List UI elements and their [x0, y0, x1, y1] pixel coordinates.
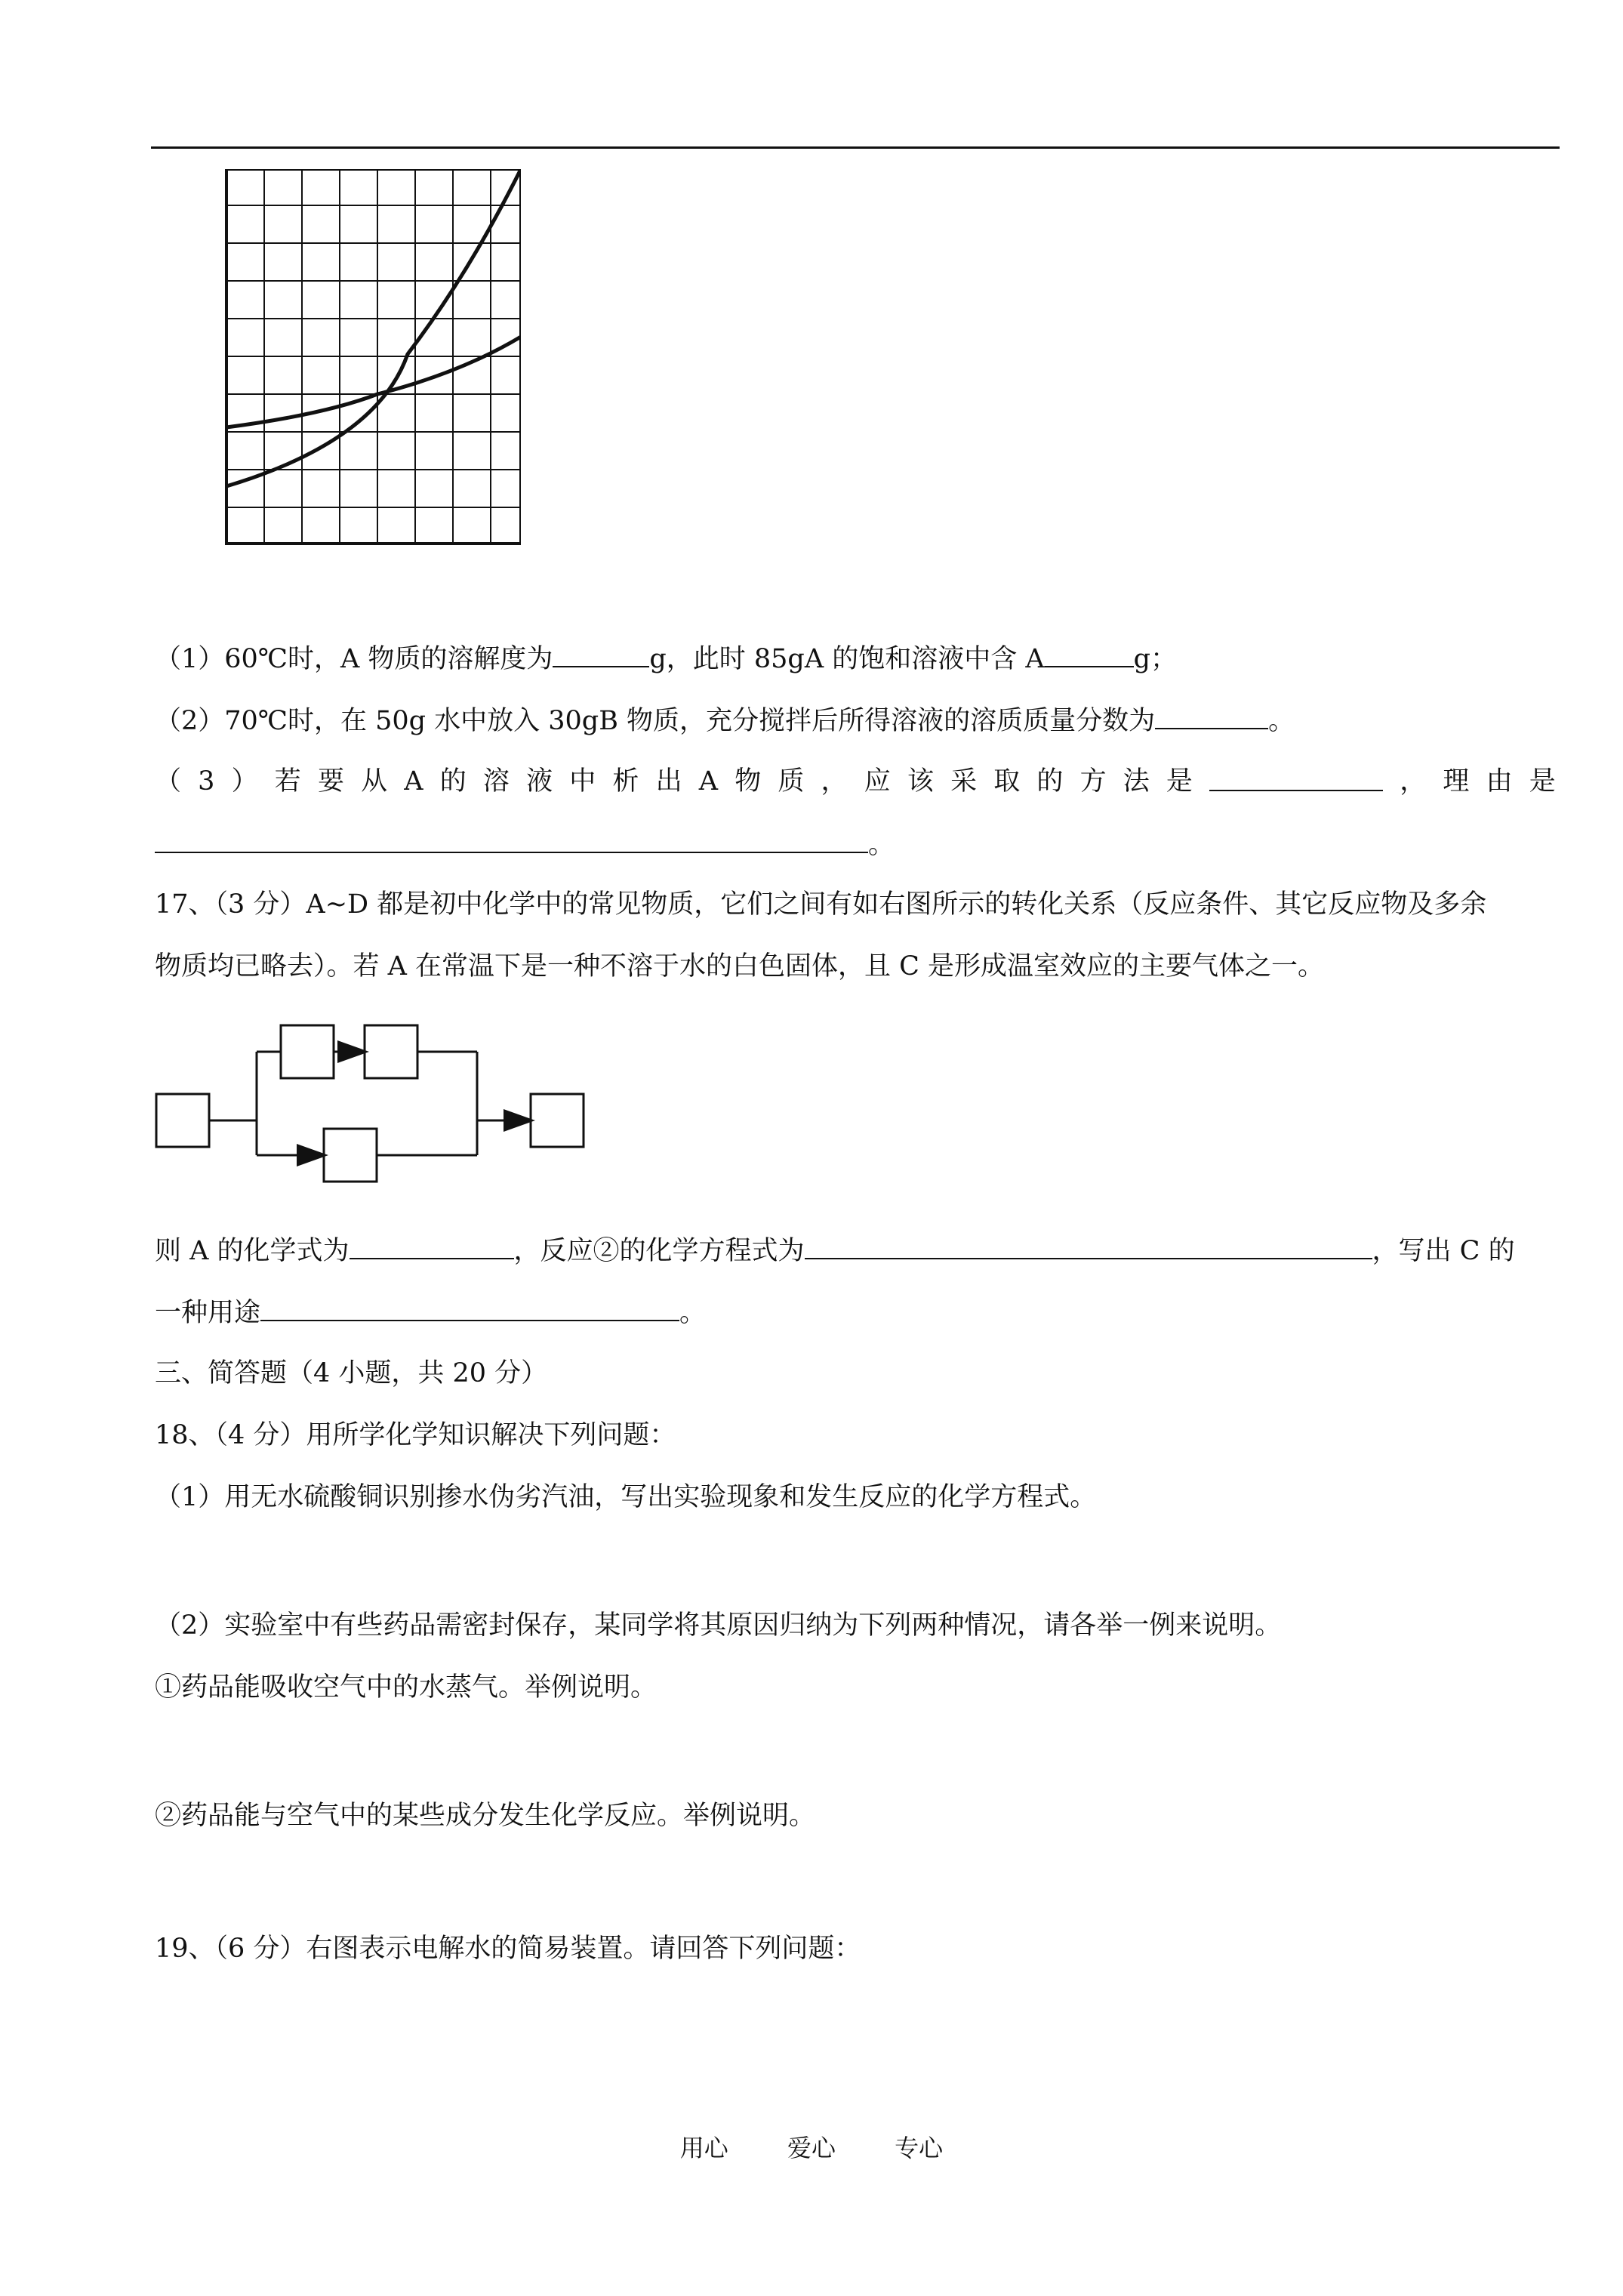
q17-answer-line1: 则 A 的化学式为 ，反应②的化学方程式为 ，写出 C 的 [155, 1232, 1515, 1268]
header-rule [151, 146, 1560, 149]
q16-part1: （1）60℃时，A 物质的溶解度为 g，此时 85gA 的饱和溶液中含 A g； [155, 640, 1177, 676]
q18-part1: （1）用无水硫酸铜识别掺水伪劣汽油，写出实验现象和发生反应的化学方程式。 [155, 1482, 1097, 1512]
q17-stem-line1: 17、（3 分）A~D 都是初中化学中的常见物质，它们之间有如右图所示的转化关系（反应条件、其它反应物及多余 [155, 889, 1487, 920]
curve-steep [226, 169, 521, 486]
q18-part2: （2）实验室中有些药品需密封保存，某同学将其原因归纳为下列两种情况，请各举一例来说明。 [155, 1610, 1282, 1641]
box-a [156, 1094, 209, 1147]
box-e [324, 1129, 377, 1182]
box-b [281, 1025, 334, 1078]
answer-blank[interactable] [260, 1294, 679, 1321]
answer-blank[interactable] [1209, 764, 1383, 791]
answer-blank[interactable] [805, 1232, 1372, 1259]
section-heading: 三、简答题（4 小题，共 20 分） [155, 1358, 548, 1388]
q16-part2: （2）70℃时，在 50g 水中放入 30gB 物质，充分搅拌后所得溶液的溶质质量分数为 。 [155, 702, 1295, 738]
q17-stem-line2: 物质均已略去）。若 A 在常温下是一种不溶于水的白色固体，且 C 是形成温室效应的主要气体之一。 [155, 951, 1325, 982]
solubility-graph [219, 169, 521, 547]
graph-grid [226, 169, 521, 544]
answer-blank[interactable] [1155, 702, 1268, 729]
box-c [365, 1025, 417, 1078]
q16-part3-cont: 。 [155, 826, 895, 862]
answer-blank[interactable] [1045, 640, 1134, 667]
q16-part3: （ 3 ） 若 要 从 A 的 溶 液 中 析 出 A 物 质 ， 应 该 采 取 的 方 法 是 ， 理 由 是 [155, 764, 1556, 799]
q18-case2: ②药品能与空气中的某些成分发生化学反应。举例说明。 [155, 1801, 816, 1831]
q17-answer-line2: 一种用途 。 [155, 1294, 706, 1330]
answer-blank[interactable] [155, 826, 868, 853]
curve-flat [226, 337, 521, 427]
q18-case1: ①药品能吸收空气中的水蒸气。举例说明。 [155, 1672, 658, 1703]
q19-stem: 19、（6 分）右图表示电解水的简易装置。请回答下列问题： [155, 1934, 861, 1964]
answer-blank[interactable] [553, 640, 649, 667]
box-d [531, 1094, 584, 1147]
conversion-flow-diagram [151, 1009, 604, 1220]
q18-stem: 18、（4 分）用所学化学知识解决下列问题： [155, 1420, 676, 1450]
answer-blank[interactable] [350, 1232, 514, 1259]
page-footer: 用心 爱心 专心 [679, 2134, 944, 2162]
